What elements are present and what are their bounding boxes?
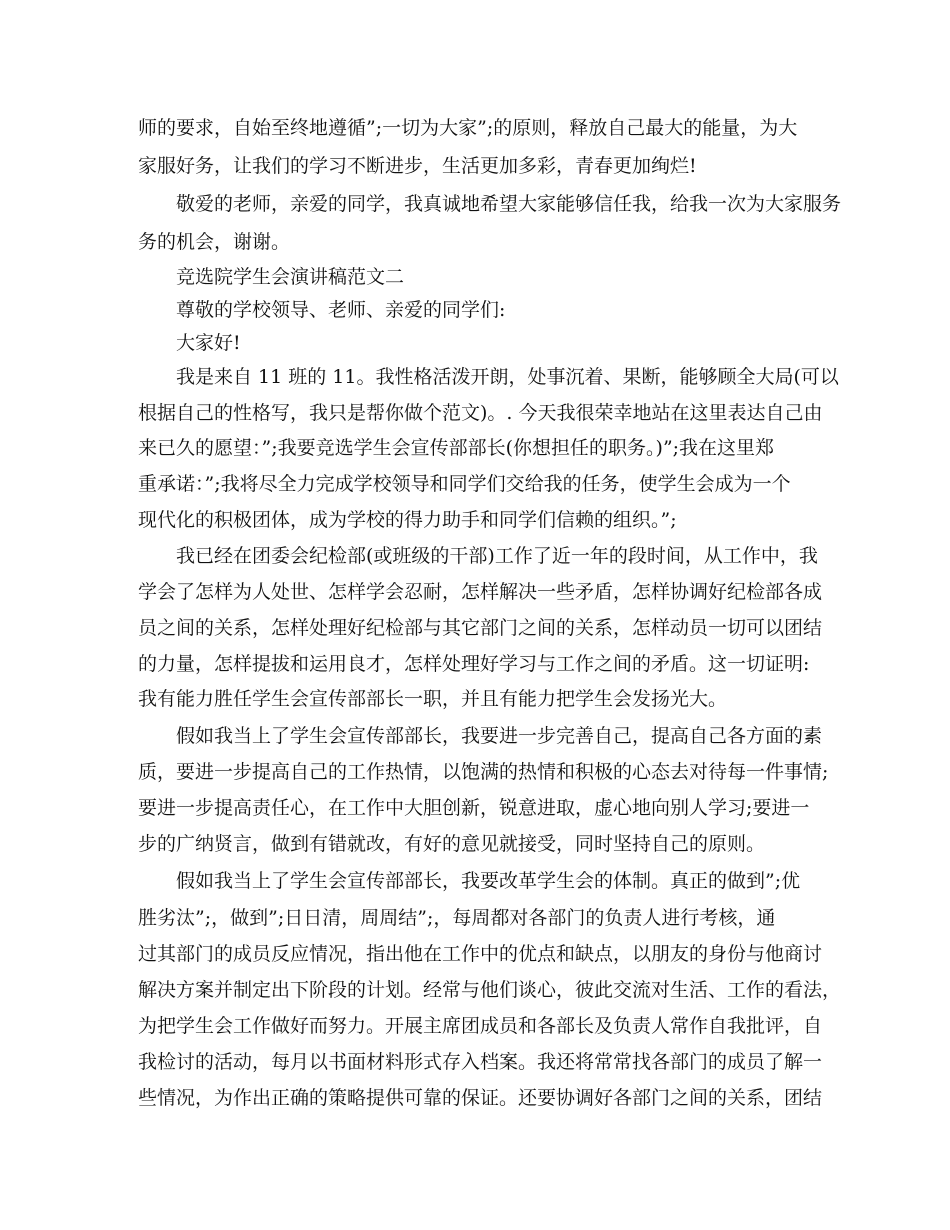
text-line: 些情况，为作出正确的策略提供可靠的保证。还要协调好各部门之间的关系，团结 [138, 1087, 823, 1109]
text-line: 解决方案并制定出下阶段的计划。经常与他们谈心，彼此交流对生活、工作的看法， [138, 979, 842, 1001]
text-line: 要进一步提高责任心，在工作中大胆创新，锐意进取，虚心地向别人学习;要进一 [138, 797, 810, 819]
text-line: 师的要求，自始至终地遵循”;一切为大家”;的原则，释放自己最大的能量，为大 [138, 117, 798, 139]
text-line: 质，要进一步提高自己的工作热情，以饱满的热情和积极的心态去对待每一件事情; [138, 761, 829, 783]
salutation-line: 尊敬的学校领导、老师、亲爱的同学们: [176, 299, 506, 321]
text-line: 学会了怎样为人处世、怎样学会忍耐，怎样解决一些矛盾，怎样协调好纪检部各成 [138, 581, 823, 603]
paragraph-start-line: 假如我当上了学生会宣传部部长，我要进一步完善自己，提高自己各方面的素 [176, 725, 823, 747]
text-line: 来已久的愿望：”;我要竞选学生会宣传部部长(你想担任的职务。)”;我在这里郑 [138, 437, 775, 459]
text-line: 现代化的积极团体，成为学校的得力助手和同学们信赖的组织。”; [138, 509, 677, 531]
section-heading: 竞选院学生会演讲稿范文二 [176, 266, 405, 288]
text-line: 根据自己的性格写，我只是帮你做个范文)。. 今天我很荣幸地站在这里表达自己由 [138, 402, 823, 424]
paragraph-start-line: 我已经在团委会纪检部(或班级的干部)工作了近一年的段时间，从工作中，我 [176, 545, 818, 567]
text-line: 过其部门的成员反应情况，指出他在工作中的优点和缺点，以朋友的身份与他商讨 [138, 943, 823, 965]
text-line: 我检讨的活动，每月以书面材料形式存入档案。我还将常常找各部门的成员了解一 [138, 1051, 823, 1073]
paragraph-start-line: 我是来自 11 班的 11。我性格活泼开朗，处事沉着、果断，能够顾全大局(可以 [176, 366, 839, 388]
paragraph-start-line: 假如我当上了学生会宣传部部长，我要改革学生会的体制。真正的做到”;优 [176, 870, 801, 892]
text-line: 我有能力胜任学生会宣传部部长一职，并且有能力把学生会发扬光大。 [138, 688, 728, 710]
text-line: 家服好务，让我们的学习不断进步，生活更加多彩，青春更加绚烂! [138, 155, 697, 177]
text-line: 步的广纳贤言，做到有错就改，有好的意见就接受，同时坚持自己的原则。 [138, 833, 766, 855]
greeting-line: 大家好! [176, 332, 241, 354]
paragraph-start-line: 敬爱的老师，亲爱的同学，我真诚地希望大家能够信任我，给我一次为大家服务 [176, 193, 842, 215]
text-line: 为把学生会工作做好而努力。开展主席团成员和各部长及负责人常作自我批评，自 [138, 1015, 823, 1037]
text-line: 务的机会，谢谢。 [138, 231, 291, 253]
text-line: 员之间的关系，怎样处理好纪检部与其它部门之间的关系，怎样动员一切可以团结 [138, 617, 823, 639]
text-line: 重承诺：”;我将尽全力完成学校领导和同学们交给我的任务，使学生会成为一个 [138, 473, 791, 495]
text-line: 的力量，怎样提拔和运用良才，怎样处理好学习与工作之间的矛盾。这一切证明: [138, 653, 810, 675]
text-line: 胜劣汰”;，做到”;日日清，周周结”;，每周都对各部门的负责人进行考核，通 [138, 907, 776, 929]
